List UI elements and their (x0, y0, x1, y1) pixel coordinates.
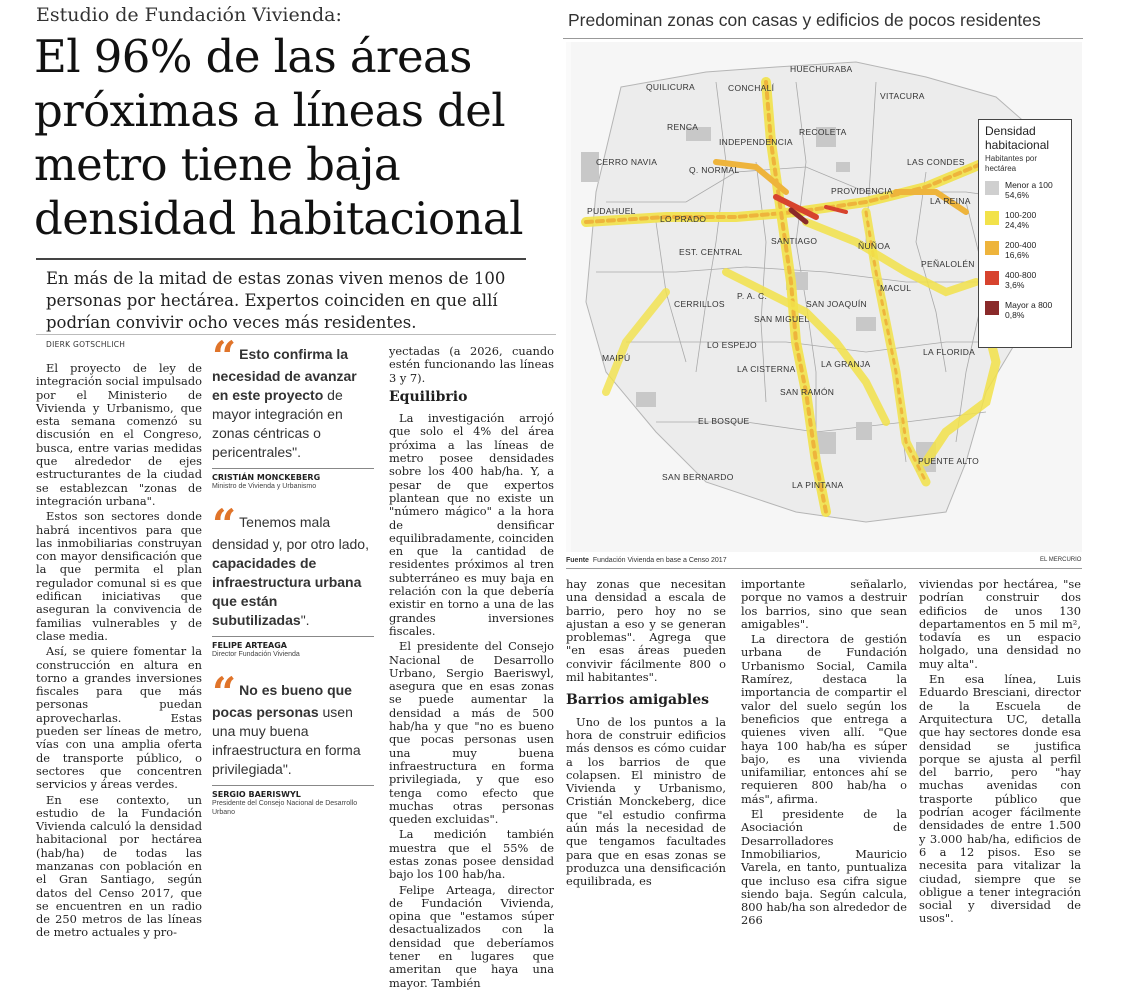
commune-label: RENCA (667, 122, 699, 132)
quote-divider (212, 785, 374, 786)
paragraph: yectadas (a 2026, cuando estén funcionando las líneas 3 y 7). (389, 344, 554, 385)
commune-label: EST. CENTRAL (679, 247, 743, 257)
commune-label: PUENTE ALTO (918, 456, 980, 466)
commune-label: CERRILLOS (674, 299, 725, 309)
paragraph: viviendas por hectárea, "se podrían construir dos edificios de unos 130 departamentos en 5 mil m², todavía es un espacio holgado, una densidad no muy alta". (919, 577, 1081, 671)
quote-text: de mayor integración en zonas céntricas o pericentrales". (212, 387, 343, 460)
legend-swatch (985, 181, 999, 195)
quote-divider (212, 636, 374, 637)
commune-label: LA CISTERNA (737, 364, 796, 374)
commune-label: P. A. C. (737, 291, 768, 301)
subhead-equilibrio: Equilibrio (389, 388, 468, 405)
commune-label: VITACURA (880, 91, 925, 101)
legend-range: 400-800 (1005, 270, 1037, 280)
deck: En más de la mitad de estas zonas viven menos de 100 personas por hectárea. Expertos coinciden en que allí podrían convivir ocho veces más residentes. (46, 269, 506, 332)
quote-author-role: Ministro de Vivienda y Urbanismo (212, 483, 317, 490)
legend-item (985, 240, 1065, 270)
quote-divider (212, 468, 374, 469)
legend-range: Menor a 100 (1005, 180, 1053, 190)
commune-label: ÑUÑOA (858, 241, 891, 251)
quote-text: usen una muy buena infraestructura en forma privilegiada". (212, 704, 361, 777)
commune-label: SAN RAMÓN (780, 387, 835, 397)
quotes-column (212, 332, 374, 817)
commune-label: INDEPENDENCIA (719, 137, 793, 147)
paragraph: Felipe Arteaga, director de Fundación Vivienda, opina que "estamos súper desactualizados con la densidad que deberíamos tener en lugares que ameritan que haya una mayor. También (389, 882, 554, 990)
quote-bold-text: Esto confirma la necesidad de avanzar en este proyecto (212, 346, 357, 403)
legend-item (985, 300, 1065, 330)
quote-author: FELIPE ARTEAGA (212, 641, 287, 650)
legend-range: 100-200 (1005, 210, 1037, 220)
commune-label: LO ESPEJO (707, 340, 757, 350)
legend-range: 200-400 (1005, 240, 1037, 250)
paragraph: Así, se quiere fomentar la construcción en altura en torno a grandes inversiones fiscales para que más personas puedan aprovecharlas. Estas pueden ser líneas de metro, vías con una amplia oferta de transporte público, o sectores que concentren servicios y áreas verdes. (36, 644, 202, 792)
paragraph: El presidente del Consejo Nacional de Desarrollo Urbano, Sergio Baeriswyl, asegura que en esas zonas se puede aumentar la densidad a más de 500 hab/ha y que "no es bueno que pocas personas usen una muy buena infraestructura en forma privilegiada, y que eso tenga como efecto que muchas otras personas queden excluidas". (389, 639, 554, 827)
quote-author: SERGIO BAERISWYL (212, 790, 301, 799)
quote-mark-icon: “ (212, 668, 237, 717)
legend-item (985, 180, 1065, 210)
quote-author-role: Director Fundación Vivienda (212, 651, 300, 658)
byline: DIERK GOTSCHLICH (46, 340, 126, 349)
pull-quote-1 (212, 332, 374, 462)
commune-label: SAN MIGUEL (754, 314, 810, 324)
quote-bold-text: capacidades de infraestructura urbana que están subutilizadas (212, 555, 362, 628)
legend-range: Mayor a 800 (1005, 300, 1053, 310)
map-source (566, 557, 727, 564)
subhead-barrios-amigables: Barrios amigables (566, 692, 710, 709)
paragraph: hay zonas que necesitan una densidad a escala de barrio, pero hoy no se ajustan a eso y se generan problemas". Agrega que "en esas áreas pueden convivir fácilmente 800 o mil habitantes". (566, 577, 726, 685)
source-text: Fundación Vivienda en base a Censo 2017 (592, 557, 727, 564)
commune-label: PEÑALOLÉN (921, 259, 975, 269)
commune-label: LA FLORIDA (923, 347, 976, 357)
paragraph: El proyecto de ley de integración social impulsado por el Ministerio de Vivienda y Urbanismo, que esta semana comenzó su discusión en el Congreso, busca, entre varias medidas que alrededor de ejes estructurantes de la ciudad se establezcan "zonas de integración urbana". (36, 361, 202, 508)
legend-swatch (985, 241, 999, 255)
map-credit: EL MERCURIO (1040, 557, 1082, 563)
paragraph: En ese contexto, un estudio de la Fundación Vivienda calculó la densidad habitacional por hectárea (hab/ha) de todas las manzanas con población en el Gran Santiago, según datos del Censo 2017, que se encuentren en un radio de 250 metros de las líneas de metro actuales y pro- (36, 792, 202, 940)
paragraph: La medición también muestra que el 55% de estas zonas posee densidad bajo los 100 hab/ha. (389, 827, 554, 882)
commune-label: CERRO NAVIA (596, 157, 658, 167)
paragraph: El presidente de la Asociación de Desarrolladores Inmobiliarios, Mauricio Varela, en tanto, puntualiza que incluso esa cifra sigue siendo baja. Según calcula, 800 hab/ha son alrededor de 266 (741, 807, 907, 928)
legend-swatch (985, 271, 999, 285)
quote-author: CRISTIÁN MONCKEBERG (212, 473, 321, 482)
legend-percent: 3,6% (1005, 280, 1025, 290)
legend-percent: 54,6% (1005, 190, 1030, 200)
commune-label: PUDAHUEL (587, 206, 636, 216)
commune-label: EL BOSQUE (698, 416, 750, 426)
article-column-4 (566, 578, 726, 891)
legend-item (985, 210, 1065, 240)
paragraph: En esa línea, Luis Eduardo Bresciani, director de la Escuela de Arquitectura UC, detalla que hay sectores donde esa densidad se justifica porque se ajusta al perfil del barrio, pero "hay muchas avenidas con trasporte público que podrían acoger fácilmente densidades de entre 1.500 y 3.000 hab/ha, edificios de 6 a 12 pisos. Eso se necesita para vitalizar la ciudad, siempre que se obligue a tener integración social y diversidad de usos". (919, 672, 1081, 926)
commune-label: MACUL (880, 283, 912, 293)
commune-label: Q. NORMAL (689, 165, 740, 175)
map-title: Predominan zonas con casas y edificios de pocos residentes (568, 10, 1041, 30)
commune-label: SANTIAGO (771, 236, 818, 246)
pull-quote-3 (212, 668, 374, 779)
commune-label: SAN JOAQUÍN (806, 299, 867, 309)
commune-label: RECOLETA (799, 127, 847, 137)
map-legend (978, 119, 1072, 348)
source-label: Fuente (566, 557, 589, 564)
commune-label: LO PRADO (660, 214, 707, 224)
quote-author-role: Presidente del Consejo Nacional de Desarrollo Urbano (212, 800, 358, 816)
commune-label: QUILICURA (646, 82, 695, 92)
legend-swatch (985, 211, 999, 225)
commune-label: LA PINTANA (792, 480, 844, 490)
pull-quote-2 (212, 500, 374, 630)
quote-text-tail: ". (300, 612, 310, 628)
quote-mark-icon: “ (212, 500, 237, 549)
article-column-6 (919, 578, 1081, 928)
article-column-5 (741, 578, 907, 930)
paragraph: La investigación arrojó que solo el 4% del área próxima a las líneas de metro posee densidades sobre los 400 hab/ha. Y, a pesar de que expertos plantean que no existe un "número mágico" a la hora de densificar equilibradamente, coinciden en que la cantidad de residentes próximos al tren subterráneo es muy baja en relación con la que debería existir en torno a una de las grandes inversiones fiscales. (389, 411, 554, 638)
commune-label: LAS CONDES (907, 157, 965, 167)
deck-rule (36, 334, 556, 335)
commune-label: SAN BERNARDO (662, 472, 734, 482)
commune-label: LA GRANJA (821, 359, 871, 369)
quote-bold-text: No es bueno que pocas personas (212, 682, 352, 720)
commune-label: LA REINA (930, 196, 971, 206)
commune-label: CONCHALÍ (728, 83, 775, 93)
paragraph: importante señalarlo, porque no vamos a destruir los barrios, sino que sean amigables". (741, 577, 907, 631)
paragraph: La directora de gestión urbana de Fundación Urbanismo Social, Camila Ramírez, destaca la importancia de compartir el valor del suelo según los beneficios que entrega a quienes viven allí. "Que haya 100 hab/ha es súper bajo, es una vivienda unifamiliar, entonces ahí se requieren 800 hab/ha o más", afirma. (741, 632, 907, 806)
map-title-rule (563, 38, 1083, 39)
source-rule (566, 568, 1082, 569)
paragraph: Uno de los puntos a la hora de construir edificios más densos es cómo cuidar a los barrios de que colapsen. El ministro de Vivienda y Urbanismo, Cristián Monckeberg, dice que "el estudio confirma aún más la necesidad de que tengamos facultades para que en esas zonas se produzca una densificación equilibrada, es (566, 714, 726, 889)
article-column-1 (36, 362, 202, 942)
legend-percent: 24,4% (1005, 220, 1030, 230)
headline: El 96% de las áreas próximas a líneas del metro tiene baja densidad habitacional (34, 30, 523, 245)
legend-percent: 0,8% (1005, 310, 1025, 320)
legend-item (985, 270, 1065, 300)
legend-swatch (985, 301, 999, 315)
kicker: Estudio de Fundación Vivienda: (36, 4, 342, 26)
deck-divider (36, 258, 526, 260)
commune-label: MAIPÚ (602, 353, 631, 363)
quote-mark-icon: “ (212, 332, 237, 381)
legend-title: Densidad habitacional (985, 124, 1050, 152)
commune-label: PROVIDENCIA (831, 186, 893, 196)
legend-percent: 16,6% (1005, 250, 1030, 260)
article-column-3 (389, 345, 554, 992)
paragraph: Estos son sectores donde habrá incentivos para que las inmobiliarias construyan con mayor densificación que la que permita el plan regulador comunal si es que edifican iniciativas que aseguran la convivencia de familias vulnerables y de clase media. (36, 509, 202, 643)
quote-text: Tenemos mala densidad y, por otro lado, (212, 514, 369, 552)
legend-subtitle: Habitantes por hectárea (985, 154, 1038, 173)
commune-label: HUECHURABA (790, 64, 853, 74)
